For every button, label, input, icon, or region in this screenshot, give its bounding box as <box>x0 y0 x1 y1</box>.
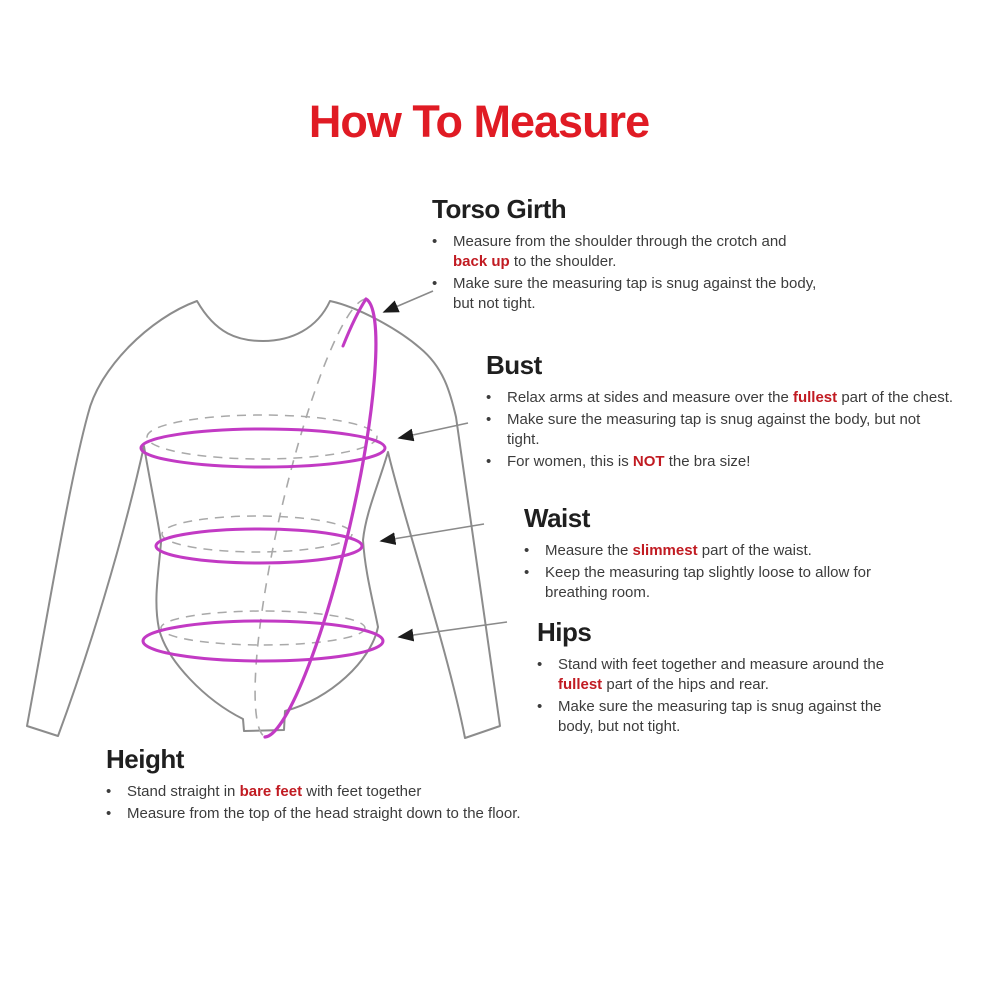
bullet-marker: • <box>106 805 112 822</box>
bullet-marker: • <box>486 389 492 406</box>
bullet-marker: • <box>432 233 438 250</box>
bullet-item <box>486 410 1000 450</box>
bullet-item <box>524 541 964 561</box>
bullet-text: Relax arms at sides and measure over the fullest part of the chest. <box>507 389 954 406</box>
bullet-text: Measure the slimmest part of the waist. <box>545 542 812 559</box>
height-bullet-list <box>106 782 666 824</box>
section-waist <box>524 503 964 605</box>
section-torso-girth <box>432 194 872 316</box>
torso-girth-bullet-list <box>432 232 872 314</box>
waist-bullet-list <box>524 541 964 603</box>
bullet-item <box>432 274 872 314</box>
section-hips <box>537 617 977 739</box>
hips-heading: Hips <box>537 617 592 647</box>
bullet-text: Measure from the shoulder through the crotch and back up to the shoulder. <box>453 233 787 270</box>
hips-bullet-list <box>537 655 977 737</box>
bullet-text: Stand straight in bare feet with feet together <box>127 783 422 800</box>
bullet-marker: • <box>524 564 530 581</box>
bullet-text: Make sure the measuring tap is snug against the body, but not tight. <box>453 275 817 312</box>
torso-girth-arrow <box>384 291 433 312</box>
bullet-item <box>486 452 1000 472</box>
torso-girth-heading: Torso Girth <box>432 194 567 224</box>
bullet-marker: • <box>106 783 112 800</box>
bust-heading: Bust <box>486 350 542 380</box>
waist-heading: Waist <box>524 503 590 533</box>
height-heading: Height <box>106 744 184 774</box>
section-height <box>106 744 666 826</box>
bullet-text: Stand with feet together and measure around the fullest part of the hips and rear. <box>558 656 885 693</box>
bullet-item <box>432 232 872 272</box>
bust-bullet-list <box>486 388 1000 472</box>
bullet-marker: • <box>486 453 492 470</box>
bullet-marker: • <box>537 698 543 715</box>
bullet-marker: • <box>486 411 492 428</box>
bullet-marker: • <box>537 656 543 673</box>
bullet-item <box>537 655 977 695</box>
page-title: How To Measure <box>308 96 650 147</box>
bullet-item <box>486 388 1000 408</box>
bullet-text: Measure from the top of the head straight down to the floor. <box>127 805 521 822</box>
section-bust <box>486 350 1000 474</box>
bullet-marker: • <box>524 542 530 559</box>
bullet-text: Make sure the measuring tap is snug against the body, but not tight. <box>558 698 882 735</box>
bullet-item <box>524 563 964 603</box>
leotard-outline <box>27 301 500 738</box>
bullet-item <box>106 782 666 802</box>
bullet-text: Keep the measuring tap slightly loose to allow for breathing room. <box>545 564 872 601</box>
bullet-item <box>537 697 977 737</box>
bullet-item <box>106 804 666 824</box>
bullet-text: For women, this is NOT the bra size! <box>507 453 751 470</box>
bullet-text: Make sure the measuring tap is snug against the body, but not tight. <box>507 411 921 448</box>
bullet-marker: • <box>432 275 438 292</box>
